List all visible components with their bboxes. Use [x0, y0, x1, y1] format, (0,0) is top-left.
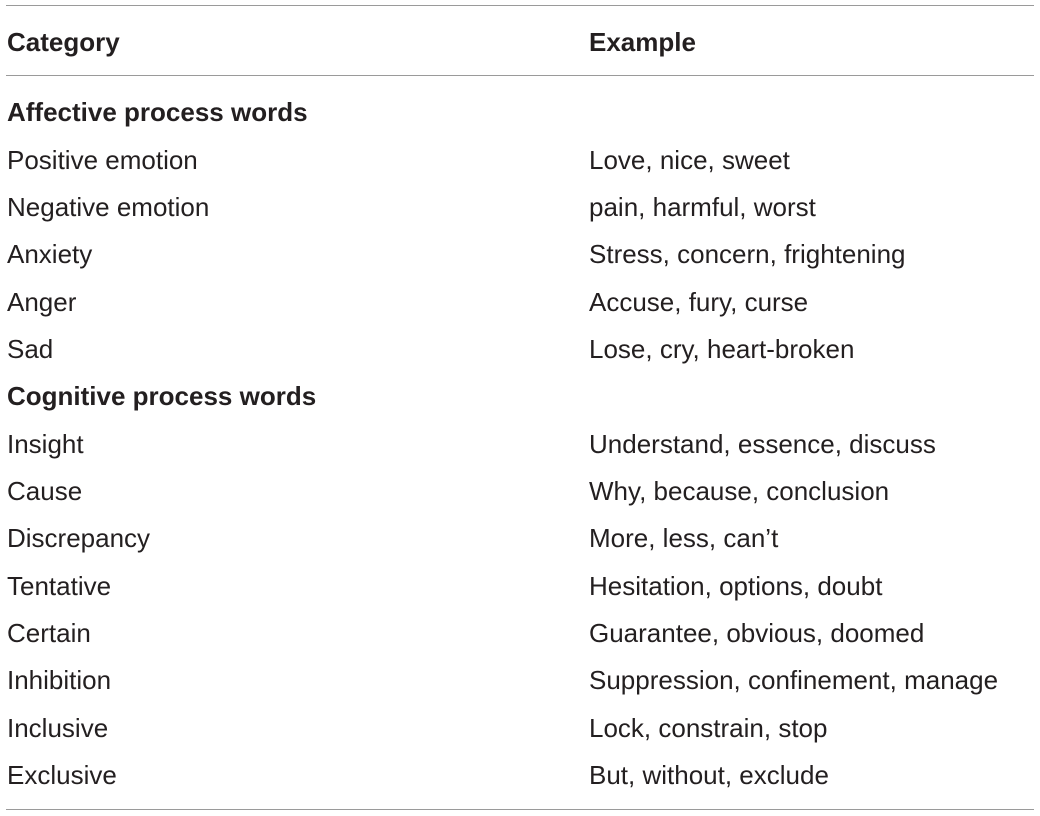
table-row: [0, 566, 1040, 613]
category-cell: Exclusive: [7, 760, 117, 790]
category-cell: Inclusive: [7, 713, 109, 743]
table-row: [0, 471, 1040, 518]
example-cell: More, less, can’t: [589, 523, 779, 553]
table-row: [0, 518, 1040, 565]
example-cell: Stress, concern, frightening: [589, 239, 906, 269]
category-cell: Sad: [7, 334, 54, 364]
category-cell: Insight: [7, 429, 84, 459]
section-label: Affective process words: [7, 97, 308, 127]
table-row: [0, 708, 1040, 755]
category-cell: Tentative: [7, 571, 112, 601]
example-cell: Understand, essence, discuss: [589, 429, 936, 459]
example-cell: Love, nice, sweet: [589, 145, 790, 175]
table-row: [0, 329, 1040, 376]
category-cell: Anxiety: [7, 239, 93, 269]
category-cell: Discrepancy: [7, 523, 151, 553]
table-header-rule: [6, 75, 1034, 76]
table-bottom-rule: [6, 809, 1034, 810]
section-row-affective: [0, 92, 1040, 139]
table-row: [0, 613, 1040, 660]
category-cell: Anger: [7, 287, 77, 317]
table-row: [0, 140, 1040, 187]
table-row: [0, 282, 1040, 329]
header-example: Example: [589, 27, 696, 57]
table-row: [0, 755, 1040, 802]
table-row: [0, 424, 1040, 471]
section-label: Cognitive process words: [7, 381, 317, 411]
category-cell: Negative emotion: [7, 192, 210, 222]
header-category: Category: [7, 27, 120, 57]
example-cell: Lock, constrain, stop: [589, 713, 828, 743]
example-cell: pain, harmful, worst: [589, 192, 816, 222]
section-row-cognitive: [0, 376, 1040, 423]
table-top-rule: [6, 5, 1034, 6]
category-cell: Positive emotion: [7, 145, 198, 175]
category-cell: Cause: [7, 476, 83, 506]
category-cell: Certain: [7, 618, 91, 648]
category-cell: Inhibition: [7, 665, 112, 695]
table-row: [0, 660, 1040, 707]
example-cell: Lose, cry, heart-broken: [589, 334, 855, 364]
example-cell: Guarantee, obvious, doomed: [589, 618, 925, 648]
example-cell: Accuse, fury, curse: [589, 287, 809, 317]
example-cell: Suppression, confinement, manage: [589, 665, 999, 695]
example-cell: Why, because, conclusion: [589, 476, 890, 506]
example-cell: But, without, exclude: [589, 760, 829, 790]
table-header-row: [0, 22, 1040, 62]
example-cell: Hesitation, options, doubt: [589, 571, 883, 601]
table-row: [0, 234, 1040, 281]
table-row: [0, 187, 1040, 234]
